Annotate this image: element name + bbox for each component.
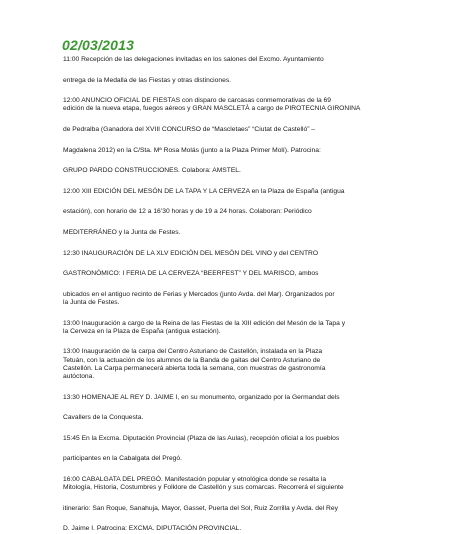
- program-line: 11:00 Recepción de las delegaciones invitadas en los salones del Excmo. Ayuntamiento: [63, 56, 324, 63]
- program-line: de Pedralba (Ganadora del XVIII CONCURSO de “Mascletaes” “Ciutat de Castelló” –: [63, 125, 316, 133]
- program-line: participantes en la Cabalgata del Pregó.: [63, 455, 182, 463]
- program-line: 12:30 INAUGURACIÓN DE LA XLV EDICIÓN DEL MESÓN DEL VINO y del CENTRO: [63, 249, 319, 257]
- program-line: autóctona.: [63, 372, 95, 380]
- program-line: edición de la nueva etapa, fuegos aéreos y GRAN MASCLETÀ a cargo de PIROTECNIA GIRONINA: [63, 105, 361, 113]
- program-line: 15:45 En la Excma. Diputación Provincial (Plaza de las Aulas), recepción oficial a los pueblos: [63, 434, 340, 442]
- program-line: Mitología, Historia, Costumbres y Folklore de Castellón y sus comarcas. Recorrerá el siguiente: [63, 484, 344, 492]
- program-line: Tetuán, con la actuación de los alumnos de la Banda de gaitas del Centro Asturiano de: [63, 356, 321, 364]
- program-line: la Junta de Festes.: [63, 298, 120, 306]
- program-line: Castellón. La Carpa permanecerá abierta toda la semana, con muestras de gastronomía: [63, 364, 326, 372]
- program-line: 13:30 HOMENAJE AL REY D. JAIME I, en su monumento, organizado por la Germandat dels: [63, 393, 340, 401]
- program-text: [63, 56, 393, 534]
- program-line: GRUPO PARDO CONSTRUCCIONES. Colabora: AMSTEL.: [63, 167, 241, 175]
- program-line: 12:00 XIII EDICIÓN DEL MESÓN DE LA TAPA Y LA CERVEZA en la Plaza de España (antigua: [63, 187, 345, 195]
- program-line: 13:00 Inauguración a cargo de la Reina de las Fiestas de la XIII edición del Mesón de la Tapa y: [63, 319, 346, 327]
- program-line: la Cerveza en la Plaza de España (antigua estación).: [63, 327, 221, 335]
- program-line: 16:00 CABALGATA DEL PREGÓ. Manifestación popular y etnológica donde se resalta la: [63, 475, 327, 483]
- program-line: 13:00 Inauguración de la carpa del Centro Asturiano de Castellón, instalada en la Plaza: [63, 348, 323, 356]
- program-line: GASTRONÓMICO: I FERIA DE LA CERVEZA “BEERFEST” Y DEL MARISCO, ambos: [63, 270, 319, 278]
- program-line: ubicados en el antiguo recinto de Ferias y Mercados (junto Avda. del Mar). Organizados por: [63, 290, 335, 298]
- program-line: itinerario: San Roque, Sanahuja, Mayor, Gasset, Puerta del Sol, Ruiz Zorrilla y Avda. del Rey: [63, 504, 338, 512]
- program-line: 12:00 ANUNCIO OFICIAL DE FIESTAS con disparo de carcasas conmemorativas de la 69: [63, 97, 331, 105]
- program-line: Cavallers de la Conquesta.: [63, 414, 144, 422]
- program-line: entrega de la Medalla de las Fiestas y otras distinciones.: [63, 76, 232, 84]
- document-date: 02/03/2013: [62, 37, 135, 53]
- program-line: estación), con horario de 12 a 16’30 horas y de 19 a 24 horas. Colaboran: Periódico: [63, 208, 312, 216]
- program-line: D. Jaime I. Patrocina: EXCMA. DIPUTACIÓN PROVINCIAL.: [63, 525, 242, 533]
- program-line: MEDITERRÁNEO y la Junta de Festes.: [63, 228, 181, 236]
- program-line: Magdalena 2012) en la C/Sta. Mª Rosa Molás (junto a la Plaza Primer Molí). Patrocina:: [63, 146, 321, 154]
